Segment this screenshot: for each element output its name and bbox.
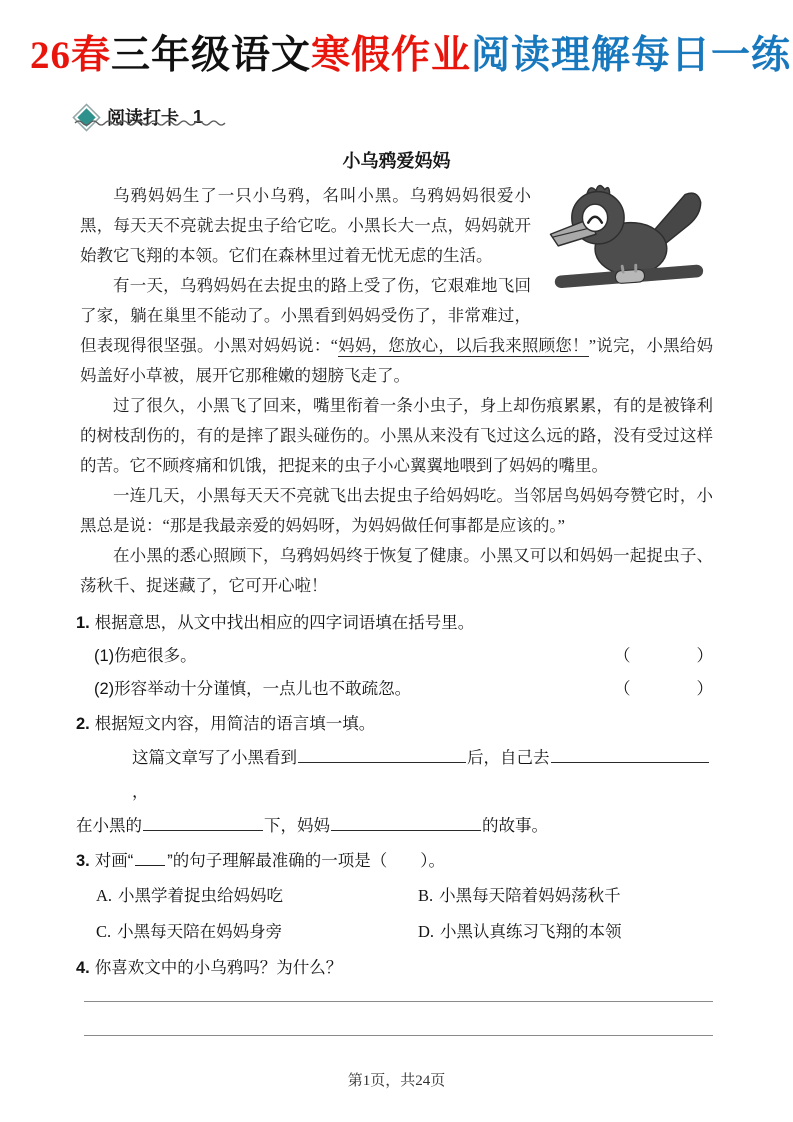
- question-3-text-after: ”的句子理解最准确的一项是（ ）。: [167, 851, 446, 870]
- page-number: 第1页，共24页: [347, 1073, 446, 1089]
- answer-area: [84, 1001, 713, 1036]
- answer-line-2: [84, 1035, 713, 1036]
- section-number: 1: [193, 106, 204, 127]
- question-1-item-1: [76, 640, 713, 673]
- question-1-number: 1.: [76, 613, 90, 632]
- option-b-text: 小黑每天陪着妈妈荡秋千: [439, 885, 621, 905]
- fill-blank-4: [331, 813, 481, 831]
- option-b-label: B.: [418, 885, 434, 905]
- question-4-number: 4.: [76, 958, 90, 977]
- question-3-stem: [76, 845, 713, 878]
- fill-blank-2: [551, 745, 709, 763]
- article-body: [80, 181, 713, 601]
- option-c: [96, 914, 418, 950]
- option-c-label: C.: [96, 921, 112, 941]
- paragraph-4: 一连几天，小黑每天天不亮就飞出去捉虫子给妈妈吃。当邻居鸟妈妈夸赞它时，小黑总是说：“那是我最亲爱的妈妈呀，为妈妈做任何事都是应该的。”: [80, 485, 713, 535]
- option-d-label: D.: [418, 921, 435, 941]
- underline-mark: [135, 850, 165, 866]
- option-a-text: 小黑学着捉虫给妈妈吃: [118, 885, 284, 905]
- question-4-text: 你喜欢文中的小乌鸦吗？为什么？: [94, 958, 343, 977]
- paragraph-1: 乌鸦妈妈生了一只小乌鸦，名叫小黑。乌鸦妈妈很爱小黑，每天天不亮就去捉虫子给它吃。小黑长大一点，妈妈就开始教它飞翔的本领。它们在森林里过着无忧无虑的生活。: [80, 185, 531, 265]
- questions-section: [76, 607, 713, 985]
- question-2-stem: [76, 708, 713, 741]
- fill-text: 下，妈妈: [264, 815, 330, 835]
- fill-blank-3: [143, 813, 263, 831]
- title-segment-blue: 阅读理解每日一练: [471, 34, 792, 77]
- paragraph-2-after: ”说完，小黑给妈妈盖好小草被，展开它那稚嫩的翅膀飞走了。: [80, 335, 714, 385]
- option-d-text: 小黑认真练习飞翔的本领: [440, 921, 622, 941]
- question-3-options: [76, 878, 713, 950]
- option-a-label: A.: [96, 885, 113, 905]
- question-3-text-before: 对画“: [94, 851, 134, 870]
- question-1-item-1-text: 伤疤很多。: [114, 646, 197, 665]
- question-1-stem: [76, 607, 713, 640]
- fill-blank-1: [298, 745, 466, 763]
- answer-brackets: （ ）: [614, 646, 713, 665]
- paragraph-5: 在小黑的悉心照顾下，乌鸦妈妈终于恢复了健康。小黑又可以和妈妈一起捉虫子、荡秋千、捉迷藏了，它可开心啦！: [80, 545, 713, 595]
- question-2-text: 根据短文内容，用简洁的语言填一填。: [94, 714, 376, 733]
- fill-text: 在小黑的: [76, 815, 142, 835]
- crow-icon: [543, 179, 713, 305]
- title-segment-black: 三年级语文: [111, 34, 312, 77]
- option-d: [418, 914, 713, 950]
- question-2-number: 2.: [76, 714, 90, 733]
- question-3-number: 3.: [76, 851, 90, 870]
- question-1-item-2-text: 形容举动十分谨慎，一点儿也不敢疏忽。: [114, 679, 412, 698]
- section-label: 阅读打卡: [107, 108, 179, 128]
- answer-line-1: [84, 1001, 713, 1002]
- fill-text: 的故事。: [482, 815, 548, 835]
- paragraph-3: 过了很久，小黑飞了回来，嘴里衔着一条小虫子，身上却伤痕累累，有的是被锋利的树枝刮伤的，有的是摔了跟头碰伤的。小黑从来没有飞过这么远的路，没有受过这样的苦。它不顾疼痛和饥饿，把捉来的虫子小心翼翼地喂到了妈妈的嘴里。: [80, 395, 713, 475]
- paragraph-2-underlined-sentence: 妈妈，您放心，以后我来照顾您！: [337, 335, 589, 355]
- section-header: [78, 104, 203, 130]
- fill-text: 后，自己去: [467, 747, 550, 767]
- wavy-underline-decoration: [74, 118, 226, 126]
- title-segment-red-1: 26春: [30, 34, 112, 77]
- option-c-text: 小黑每天陪在妈妈身旁: [117, 921, 283, 941]
- page-title: [30, 24, 792, 80]
- paragraph-2-before: 有一天，乌鸦妈妈在去捉虫的路上受了伤，它艰难地飞回了家，躺在巢里不能动了。小黑看到妈妈受伤了，非常难过，但表现得很坚强。小黑对妈妈说：“: [80, 275, 531, 355]
- question-1-item-1-label: (1): [94, 646, 115, 665]
- question-2-fill-line-1: [76, 741, 713, 809]
- question-4-stem: [76, 952, 713, 985]
- option-a: [96, 878, 418, 914]
- question-1-text: 根据意思，从文中找出相应的四字词语填在括号里。: [94, 613, 475, 632]
- title-segment-red-2: 寒假作业: [311, 34, 472, 77]
- answer-brackets: （ ）: [614, 679, 713, 698]
- question-1-item-2: [76, 673, 713, 706]
- option-b: [418, 878, 713, 914]
- crow-illustration: [543, 179, 713, 305]
- question-1-item-2-label: (2): [94, 679, 115, 698]
- article-title: 小乌鸦爱妈妈: [342, 150, 451, 171]
- fill-text: ，: [132, 781, 149, 801]
- question-2-fill-line-2: [76, 809, 713, 843]
- fill-text: 这篇文章写了小黑看到: [132, 747, 297, 767]
